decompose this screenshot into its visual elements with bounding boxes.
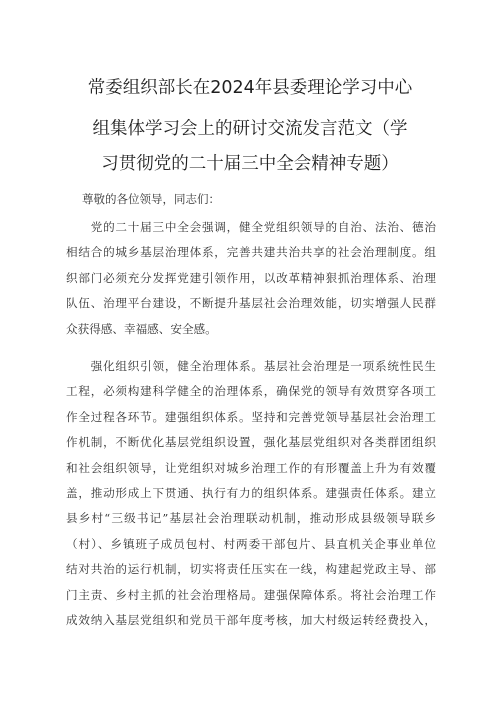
paragraph-line: 和社会组织领导，让党组织对城乡治理工作的有形覆盖上升为有效覆 <box>66 460 436 475</box>
paragraph-line: 强化组织引领，健全治理体系。基层社会治理是一项系统性民生 <box>66 359 436 373</box>
paragraph-line: （村）、乡镇班子成员包村、村两委干部包片、县直机关企事业单位 <box>66 536 436 551</box>
paragraph-line: 作全过程各环节。建强组织体系。坚持和完善党领导基层社会治理工 <box>66 409 436 424</box>
paragraph-line: 织部门必须充分发挥党建引领作用，以改革精神狠抓治理体系、治理 <box>66 270 436 285</box>
paragraph-line: 党的二十届三中全会强调，健全党组织领导的自治、法治、德治 <box>66 220 436 234</box>
paragraph-2 <box>66 354 436 633</box>
paragraph-line: 工程，必须构建科学健全的治理体系，确保党的领导有效贯穿各项工 <box>66 384 436 399</box>
document-title-line-2: 组集体学习会上的研讨交流发言范文（学 <box>92 119 408 139</box>
paragraph-line: 队伍、治理平台建设，不断提升基层社会治理效能，切实增强人民群 <box>66 296 436 311</box>
paragraph-line: 门主责、乡村主抓的社会治理格局。建强保障体系。将社会治理工作 <box>66 587 436 602</box>
paragraph-line: 作机制，不断优化基层党组织设置，强化基层党组织对各类群团组织 <box>66 435 436 450</box>
paragraph-line: 相结合的城乡基层治理体系，完善共建共治共享的社会治理制度。组 <box>66 245 436 260</box>
document-title-line-1: 常委组织部长在2024年县委理论学习中心 <box>87 78 413 98</box>
paragraph-line: 盖，推动形成上下贯通、执行有力的组织体系。建强责任体系。建立 <box>66 485 436 500</box>
paragraph-line: 众获得感、幸福感、安全感。 <box>66 321 217 336</box>
paragraph-line: 成效纳入基层党组织和党员干部年度考核，加大村级运转经费投入， <box>66 612 436 627</box>
paragraph-line: 县乡村“三级书记”基层社会治理联动机制，推动形成县级领导联乡 <box>66 511 436 526</box>
paragraph-line: 结对共治的运行机制，切实将责任压实在一线，构建起党政主导、部 <box>66 562 436 577</box>
greeting: 尊敬的各位领导，同志们： <box>82 192 220 206</box>
paragraph-1 <box>66 215 436 342</box>
document-title-line-3: 习贯彻党的二十届三中全会精神专题） <box>101 154 399 174</box>
